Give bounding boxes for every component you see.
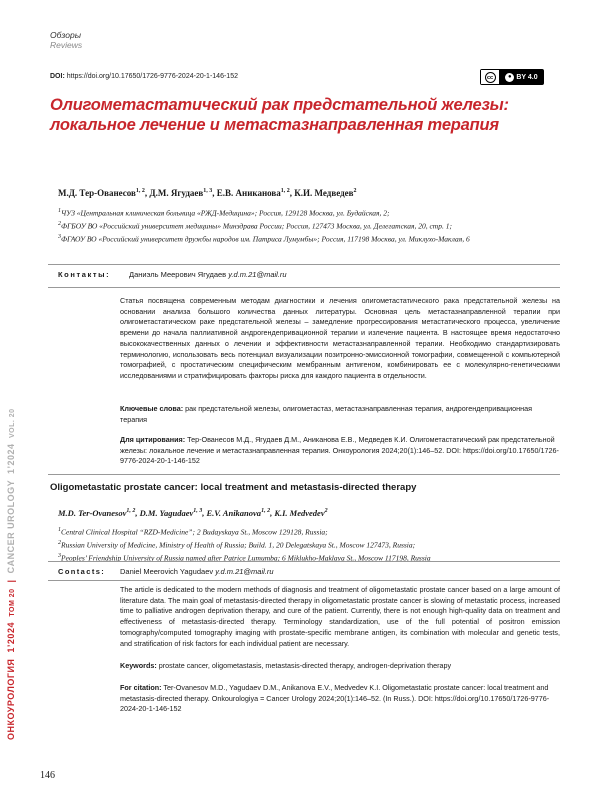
- affiliation: 1Central Clinical Hospital “RZD-Medicine”; 2 Budayskaya St., Moscow 129128, Russia;: [58, 525, 558, 538]
- license-badge[interactable]: [480, 69, 544, 85]
- attribution-icon: ●: [505, 73, 514, 82]
- authors-ru: М.Д. Тер-Ованесов1, 2, Д.М. Ягудаев1, 3, Е.В. Аниканова1, 2, К.И. Медведев2: [58, 188, 357, 198]
- divider: [48, 474, 560, 475]
- author: К.И. Медведев: [294, 188, 353, 198]
- affiliation: 1ЧУЗ «Центральная клиническая больница «РЖД-Медицина»; Россия, 129128 Москва, ул. Будайская, 2;: [58, 206, 558, 219]
- contact-email[interactable]: y.d.m.21@mail.ru: [215, 567, 273, 576]
- journal-en: CANCER UROLOGY: [6, 480, 16, 573]
- journal-ru: ОНКОУРОЛОГИЯ: [6, 659, 16, 740]
- doi-line: [50, 73, 238, 80]
- author: D.M. Yagudaev: [140, 508, 194, 518]
- affiliation: 2Russian University of Medicine, Ministry of Health of Russia; Build. 1, 20 Delegatskaya St., Moscow 127473, Russia;: [58, 538, 558, 551]
- section-label: [50, 30, 82, 50]
- author: M.D. Ter-Ovanesov: [58, 508, 126, 518]
- journal-sidebar: ОНКОУРОЛОГИЯ 1’2024 ТОМ 20 | CANCER UROLOGY 1’2024 VOL. 20: [6, 270, 20, 740]
- page-number: 146: [40, 770, 55, 781]
- contact-name: Daniel Meerovich Yagudaev: [120, 567, 213, 576]
- article-title-ru: Олигометастатический рак предстательной железы: локальное лечение и метастазнаправленная терапия: [50, 96, 560, 135]
- article-title-en: Oligometastatic prostate cancer: local treatment and metastasis-directed therapy: [50, 482, 416, 493]
- affiliation: 2ФГБОУ ВО «Российский университет медицины» Минздрава России; Россия, 127473 Москва, ул. Делегатская, 20, стр. 1;: [58, 219, 558, 232]
- divider: [48, 264, 560, 265]
- divider: [48, 561, 560, 562]
- contacts-label: Контакты:: [58, 270, 110, 279]
- contact-email[interactable]: y.d.m.21@mail.ru: [228, 270, 286, 279]
- affiliation: 3Peoples’ Friendship University of Russia named after Patrice Lumumba; 6 Miklukho-Maklaya St., Moscow 117198, Russia: [58, 551, 558, 564]
- author: E.V. Anikanova: [207, 508, 262, 518]
- author: K.I. Medvedev: [274, 508, 324, 518]
- keywords-ru: Ключевые слова: рак предстательной железы, олигометастаз, метастазнаправленная терапия, андрогендепривационная терапия: [120, 404, 560, 425]
- citation-ru: Для цитирования: Тер-Ованесов М.Д., Ягудаев Д.М., Аниканова Е.В., Медведев К.И. Олигометастатический рак предстательной железы: локальное лечение и метастазнаправленная терапия. Онкоурология 2024;20(1):146–52. DOI: https://doi.org/10.17650/1726-9776-2024-20-1-146-152: [120, 435, 560, 467]
- citation-en: For citation: Ter-Ovanesov M.D., Yagudaev D.M., Anikanova E.V., Medvedev K.I. Oligometastatic prostate cancer: local treatment and metastasis-directed therapy. Onkourologiya = Cancer Urology 2024;20(1):146–52. (In Russ.). DOI: https://doi.org/10.17650/1726-9776-2024-20-1-146-152: [120, 683, 560, 715]
- contact-name: Даниэль Меерович Ягудаев: [129, 270, 226, 279]
- abstract-ru: Статья посвящена современным методам диагностики и лечения олигометастатического рака предстательной железы на основании анализа большого количества данных литературы. Основная цель метастазнаправленной терапии при олигометастатическом раке предстательной железы – замедление прогрессирования метастатического процесса, увеличение времени до начала паллиативной андрогендепривационной терапии и излечение пациента. В настоящее время недостаточно высококачественных данных о лечении и эффективности метастазнаправленной терапии. Необходимо стандартизировать терминологию, использовать весь потенциал визуализации позитронно-эмиссионной томографии, совмещенной с компьютерной томографией, с простатическим специфическим мембранным антигеном, комбинировать ее с молекулярно-генетическими исследованиями и стратифицировать факторы риска для каждого пациента в отдельности.: [120, 296, 560, 382]
- author: Е.В. Аниканова: [217, 188, 281, 198]
- doi-link[interactable]: https://doi.org/10.17650/1726-9776-2024-20-1-146-152: [67, 73, 238, 80]
- author: М.Д. Тер-Ованесов: [58, 188, 136, 198]
- divider: [48, 287, 560, 288]
- keywords-en: Keywords: prostate cancer, oligometastasis, metastasis-directed therapy, androgen-deprivation therapy: [120, 661, 560, 672]
- cc-icon: cc: [481, 70, 500, 84]
- abstract-en: The article is dedicated to the modern methods of diagnosis and treatment of oligometastatic prostate cancer based on a large amount of literature data. The main goal of metastasis-directed therapy in oligometastatic prostate cancer is slowing of metastatic process, increased time to palliative androgen deprivation therapy, and cure of the patient. Currently, there is not enough high-quality data on treatment and effectiveness of metastasis-directed therapy. Terminology standardization, use of the full potential of positron emission tomography/computed tomography imaging with prostate-specific membrane antigen, its combination with molecular and genetic tests, and stratification of risk factors for each individual patient are necessary.: [120, 585, 560, 649]
- section-en: Reviews: [50, 40, 82, 50]
- affiliations-en: [58, 525, 558, 564]
- divider: [48, 580, 560, 581]
- affiliation: 3ФГАОУ ВО «Российский университет дружбы народов им. Патриса Лумумбы»; Россия, 117198 Москва, ул. Миклухо-Маклая, 6: [58, 232, 558, 245]
- author: Д.М. Ягудаев: [149, 188, 203, 198]
- contacts-en: [58, 567, 105, 576]
- doi-label: DOI:: [50, 73, 65, 80]
- license-label: BY 4.0: [516, 74, 537, 81]
- authors-en: M.D. Ter-Ovanesov1, 2, D.M. Yagudaev1, 3, E.V. Anikanova1, 2, K.I. Medvedev2: [58, 508, 328, 518]
- section-ru: Обзоры: [50, 30, 82, 40]
- contacts-ru: [58, 270, 110, 279]
- affiliations-ru: [58, 206, 558, 245]
- contacts-label: Contacts:: [58, 567, 105, 576]
